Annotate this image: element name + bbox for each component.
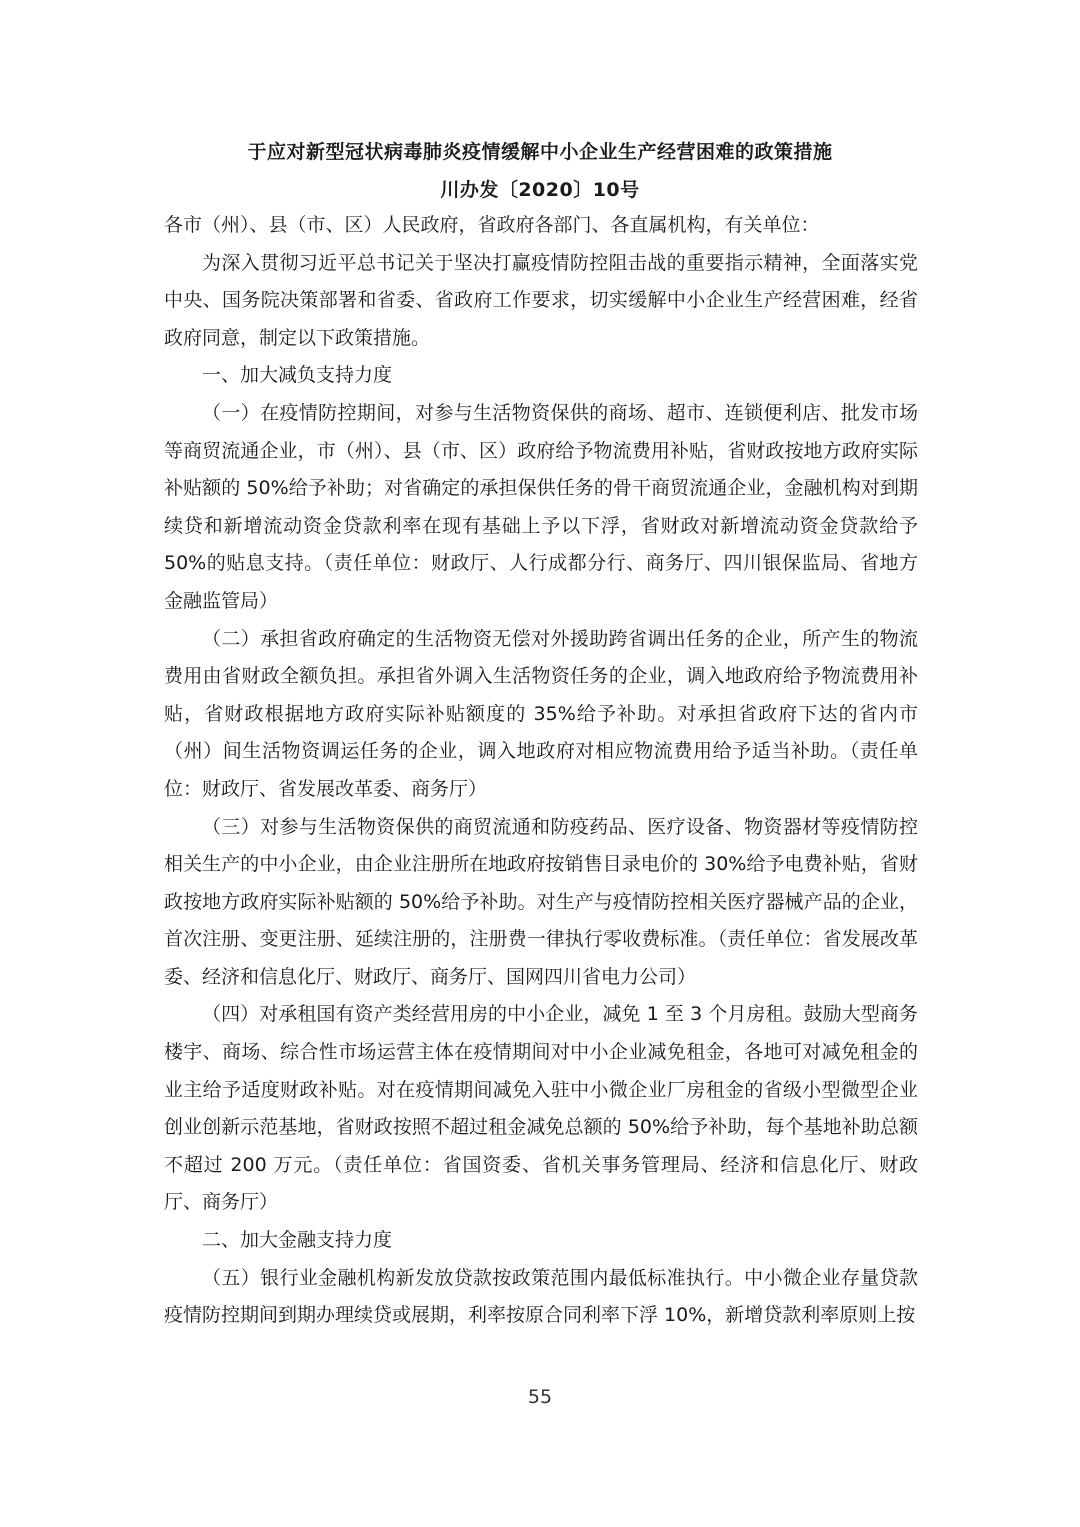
policy-item-5: （五）银行业金融机构新发放贷款按政策范围内最低标准执行。中小微企业存量贷款疫情防控期间到期办理续贷或展期，利率按原合同利率下浮 10%，新增贷款利率原则上按 [164,1266,918,1327]
policy-item-4: （四）对承租国有资产类经营用房的中小企业，减免 1 至 3 个月房租。鼓励大型商务楼宇、商场、综合性市场运营主体在疫情期间对中小企业减免租金，各地可对减免租金的业主给予适度财政补贴。对在疫情期间减免入驻中小微企业厂房租金的省级小型微型企业创业创新示范基地，省财政按照不超过租金减免总额的 50%给予补助，每个基地补助总额不超过 200 万元。（责任单位：省国资委、省机关事务管理局、经济和信息化厅、财政厅、商务厅） [164,1003,918,1214]
policy-item-1: （一）在疫情防控期间，对参与生活物资保供的商场、超市、连锁便利店、批发市场等商贸流通企业，市（州）、县（市、区）政府给予物流费用补贴，省财政按地方政府实际补贴额的 50%给予补助；对省确定的承担保供任务的骨干商贸流通企业，金融机构对到期续贷和新增流动资金贷款利率在现有基础上予以下浮，省财政对新增流动资金贷款给予50%的贴息支持。（责任单位：财政厅、人行成都分行、商务厅、四川银保监局、省地方金融监管局） [164,401,918,612]
policy-item-3: （三）对参与生活物资保供的商贸流通和防疫药品、医疗设备、物资器材等疫情防控相关生产的中小企业，由企业注册所在地政府按销售目录电价的 30%给予电费补贴，省财政按地方政府实际补贴额的 50%给予补助。对生产与疫情防控相关医疗器械产品的企业，首次注册、变更注册、延续注册的，注册费一律执行零收费标准。（责任单位：省发展改革委、经济和信息化厅、财政厅、商务厅、国网四川省电力公司） [164,815,918,988]
addressee-line: 各市（州）、县（市、区）人民政府，省政府各部门、各直属机构，有关单位： [164,214,820,236]
document-number: 川办发〔2020〕10号 [440,179,640,201]
intro-paragraph: 为深入贯彻习近平总书记关于坚决打赢疫情防控阻击战的重要指示精神，全面落实党中央、国务院决策部署和省委、省政府工作要求，切实缓解中小企业生产经营困难，经省政府同意，制定以下政策措施。 [164,251,918,349]
section-heading-1: 一、加大减负支持力度 [202,364,393,387]
page-number: 55 [527,1386,553,1408]
document-body [164,207,918,1335]
document-title: 于应对新型冠状病毒肺炎疫情缓解中小企业生产经营困难的政策措施 [247,141,833,163]
section-heading-2: 二、加大金融支持力度 [202,1229,393,1252]
policy-item-2: （二）承担省政府确定的生活物资无偿对外援助跨省调出任务的企业，所产生的物流费用由省财政全额负担。承担省外调入生活物资任务的企业，调入地政府给予物流费用补贴，省财政根据地方政府实际补贴额度的 35%给予补助。对承担省政府下达的省内市（州）间生活物资调运任务的企业，调入地政府对相应物流费用给予适当补助。（责任单位：财政厅、省发展改革委、商务厅） [164,627,918,800]
